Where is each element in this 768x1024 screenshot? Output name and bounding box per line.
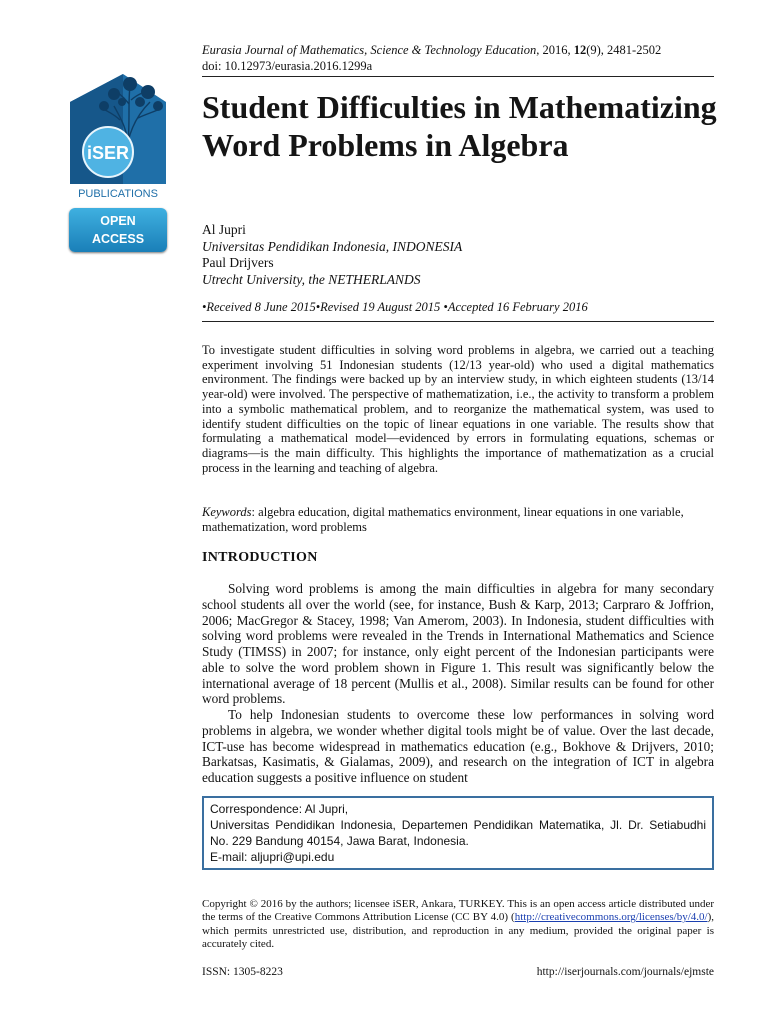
tree-logo-icon: [68, 72, 168, 202]
abstract: To investigate student difficulties in solving word problems in algebra, we carried out a teaching experiment involving 51 Indonesian students (12/13 year-old) who used a digital mathematics environment. The findings were backed up by an interview study, in which eighteen students (13/14 year-old) were involved. The perspective of mathematization, i.e., the activity to transform a problem into a symbolic mathematical problem, and to reorganize the mathematical system, was used to identify student difficulties on the topic of linear equations in one variable. The results show that formulating a mathematical model—evidenced by errors in formulating equations, schemas or diagrams—is the main difficulty. This highlights the importance of mathematization as a crucial process in the learning and teaching of algebra.: [202, 343, 714, 475]
logo-publisher: PUBLICATIONS: [78, 188, 158, 200]
copyright-notice: Copyright © 2016 by the authors; licensee iSER, Ankara, TURKEY. This is an open access article distributed under the terms of the Creative Commons Attribution License (CC BY 4.0) (http://creativecommons.org/licenses/by/4.0/), which permits unrestricted use, distribution, and reproduction in any medium, provided the original paper is accurately cited.: [202, 898, 714, 950]
author-affiliation: Utrecht University, the NETHERLANDS: [202, 271, 421, 287]
author-name: Al Jupri: [202, 222, 246, 237]
journal-url[interactable]: http://iserjournals.com/journals/ejmste: [536, 966, 714, 978]
journal-header: [202, 42, 722, 74]
submission-dates: •Received 8 June 2015•Revised 19 August 2015 •Accepted 16 February 2016: [202, 300, 588, 314]
license-link[interactable]: http://creativecommons.org/licenses/by/4.0/: [514, 911, 708, 924]
keywords-label: Keywords: [202, 505, 252, 519]
title-divider: [202, 321, 714, 322]
section-heading-introduction: INTRODUCTION: [202, 550, 318, 565]
doi[interactable]: doi: 10.12973/eurasia.2016.1299a: [202, 59, 373, 73]
keywords-text: : algebra education, digital mathematics environment, linear equations in one variable, mathematization, word problems: [202, 505, 684, 534]
paragraph: Solving word problems is among the main difficulties in algebra for many secondary school students all over the world (see, for instance, Bush & Karp, 2013; Carpraro & Joffrion, 2006; MacGregor & Stacey, 1998; Van Amerom, 2003). In Indonesia, student difficulties with solving word problems were revealed in the Trends in International Mathematics and Science Study (TIMSS) in 2007; for instance, only eight percent of the Indonesian participants were able to solve the word problem shown in Figure 1. This result was significantly below the international average of 18 percent (Mullis et al., 2008). Similar results can be found for other word problems.: [202, 581, 714, 707]
author-name: Paul Drijvers: [202, 255, 274, 270]
introduction-body: [202, 581, 714, 786]
header-divider: [202, 76, 714, 77]
correspondence-label: Correspondence: Al Jupri,: [210, 802, 349, 816]
logo-brand: iSER: [86, 143, 130, 163]
paper-title: Student Difficulties in Mathematizing Word Problems in Algebra: [202, 89, 717, 163]
open-access-badge[interactable]: OPEN ACCESS: [69, 208, 167, 252]
iser-logo: [68, 72, 168, 202]
issn: ISSN: 1305-8223: [202, 966, 283, 978]
paragraph: To help Indonesian students to overcome these low performances in solving word problems in algebra, we wonder whether digital tools might be of value. Over the last decade, ICT-use has become widespread in mathematics education (e.g., Bokhove & Drijvers, 2010; Barkatsas, Kasimatis, & Gialamas, 2009), and research on the integration of ICT in algebra education suggests a positive influence on student: [202, 707, 714, 785]
correspondence-address: Universitas Pendidikan Indonesia, Departemen Pendidikan Matematika, Jl. Dr. Setiabudhi No. 229 Bandung 40154, Jawa Barat, Indonesia.: [210, 818, 706, 848]
journal-citation: Eurasia Journal of Mathematics, Science & Technology Education, 2016, 12(9), 2481-2502: [202, 43, 662, 57]
keywords: [202, 505, 714, 534]
author-affiliation: Universitas Pendidikan Indonesia, INDONESIA: [202, 238, 463, 254]
correspondence-email[interactable]: E-mail: aljupri@upi.edu: [210, 850, 335, 864]
correspondence-box: [202, 796, 714, 870]
author-block: [202, 222, 722, 288]
